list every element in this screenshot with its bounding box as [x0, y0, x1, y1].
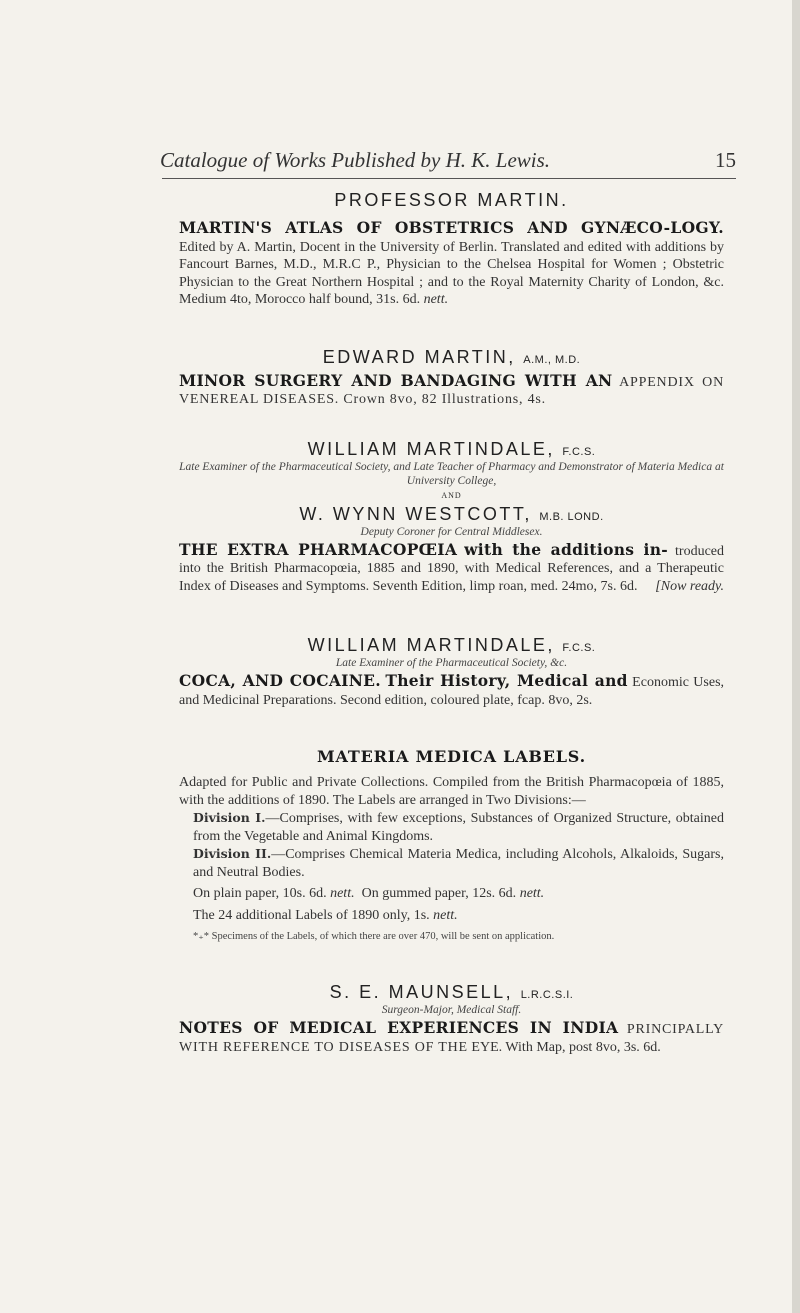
- entry-text: [179, 541, 724, 596]
- entry-body: APPENDIX ON VENEREAL DISEASES. Crown 8vo, 82 Illustrations, 4s.: [179, 374, 724, 407]
- author-heading: S. E. MAUNSELL,: [329, 982, 514, 1002]
- author-subtitle: Surgeon-Major, Medical Staff.: [381, 1004, 522, 1016]
- book-title: COCA, AND COCAINE.: [179, 671, 381, 690]
- price-suffix: nett.: [519, 886, 545, 901]
- header-rule: [162, 178, 736, 179]
- entry-text: [179, 372, 724, 409]
- entry-body: EYE. With Map, post 8vo, 3s. 6d.: [471, 1039, 661, 1055]
- division-text: —Comprises Chemical Materia Medica, including Alcohols, Alkaloids, Sugars, and Neutral Bodies.: [193, 847, 724, 880]
- author-heading-line: [179, 982, 724, 1003]
- book-title-rest: with the additions in-: [464, 539, 669, 559]
- division-text: —Comprises, with few exceptions, Substances of Organized Structure, obtained from the Vegetable and Animal Kingdoms.: [193, 811, 724, 844]
- entry-body: Economic Uses, and Medicinal Preparations. Second edition, coloured plate, fcap. 8vo, 2s.: [179, 675, 725, 708]
- entry-martin-atlas: [179, 190, 724, 309]
- author-subtitle: Deputy Coroner for Central Middlesex.: [360, 525, 543, 538]
- author-heading: W. WYNN WESTCOTT,: [299, 503, 532, 524]
- page-number: 15: [715, 148, 736, 172]
- price-suffix: nett.: [423, 292, 449, 307]
- price-text: The 24 additional Labels of 1890 only, 1s.: [193, 907, 430, 923]
- author-subtitle: Late Examiner of the Pharmaceutical Society, and Late Teacher of Pharmacy and Demonstrator of Materia Medica at University College,: [179, 460, 724, 487]
- footnote: *₊* Specimens of the Labels, of which there are over 470, will be sent on application.: [193, 931, 555, 942]
- price-text: On plain paper, 10s. 6d.: [193, 886, 327, 901]
- price-text: On gummed paper, 12s. 6d.: [361, 886, 517, 901]
- running-header: [160, 148, 736, 173]
- running-title: Catalogue of Works Published by H. K. Lewis.: [160, 148, 551, 172]
- section-title: MATERIA MEDICA LABELS.: [317, 747, 586, 766]
- author-heading: PROFESSOR MARTIN.: [334, 190, 569, 210]
- author-subtitle: Late Examiner of the Pharmaceutical Society, &c.: [335, 657, 568, 669]
- division-one: [179, 809, 724, 845]
- entry-notes-india: [179, 982, 724, 1056]
- entry-text: [179, 219, 724, 309]
- and-divider: AND: [441, 490, 462, 500]
- entry-materia-medica-labels: [179, 747, 724, 944]
- author-degrees: M.B. LOND.: [539, 510, 604, 523]
- entry-coca-cocaine: [179, 635, 724, 709]
- author-degrees: A.M., M.D.: [523, 353, 581, 366]
- author-heading: WILLIAM MARTINDALE,: [307, 438, 555, 459]
- division-two: [179, 845, 724, 881]
- page-edge: [792, 0, 800, 1313]
- price-line: [179, 885, 724, 903]
- entry-text: [179, 672, 724, 709]
- book-title: THE EXTRA PHARMACOPŒIA: [179, 539, 458, 559]
- price-line: [179, 907, 724, 925]
- author-heading-line: [179, 504, 724, 525]
- availability-status: [Now ready.: [655, 578, 724, 594]
- catalogue-entries: [179, 190, 724, 1056]
- author-heading: EDWARD MARTIN,: [322, 346, 516, 367]
- book-title: MINOR SURGERY AND BANDAGING WITH AN: [179, 370, 613, 390]
- division-label: Division I.: [193, 810, 266, 825]
- entry-body: troduced into the British Pharmacopœia, 1885 and 1890, with Medical References, and a Therapeutic Index of Diseases and Symptoms. Seventh Edition, limp roan, med. 24mo, 7s. 6d.: [179, 543, 725, 594]
- author-heading-line: [179, 347, 724, 368]
- author-heading-line: [179, 635, 724, 656]
- book-title-rest: Their History, Medical and: [385, 671, 628, 690]
- book-title: NOTES OF MEDICAL EXPERIENCES IN INDIA: [179, 1018, 619, 1037]
- price-suffix: nett.: [433, 907, 458, 923]
- entry-extra-pharmacopoeia: [179, 439, 724, 596]
- entry-body: Adapted for Public and Private Collections. Compiled from the British Pharmacopœia of 1885, with the additions of 1890. The Labels are arranged in Two Divisions:—: [179, 775, 724, 808]
- author-degrees: L.R.C.S.I.: [520, 989, 574, 1001]
- division-label: Division II.: [193, 846, 272, 861]
- author-degrees: F.C.S.: [562, 642, 596, 654]
- author-heading-line: [179, 439, 724, 460]
- book-title: MARTIN'S ATLAS OF OBSTETRICS AND GYNÆCO-LOGY.: [179, 218, 724, 237]
- entry-body: Edited by A. Martin, Docent in the University of Berlin. Translated and edited with additions by Fancourt Barnes, M.D., M.R.C P., Physician to the Chelsea Hospital for Women ; Obstetric Physician to the Great Northern Hospital ; and to the Royal Maternity Charity of London, &c. Medium 4to, Morocco half bound, 31s. 6d.: [179, 239, 724, 307]
- author-heading: WILLIAM MARTINDALE,: [307, 635, 555, 655]
- entry-minor-surgery: [179, 347, 724, 409]
- author-degrees: F.C.S.: [562, 445, 596, 458]
- entry-text: [179, 1019, 724, 1056]
- entry-body-caps: PRINCIPALLY WITH REFERENCE TO DISEASES OF THE: [179, 1022, 725, 1055]
- price-suffix: nett.: [330, 886, 355, 901]
